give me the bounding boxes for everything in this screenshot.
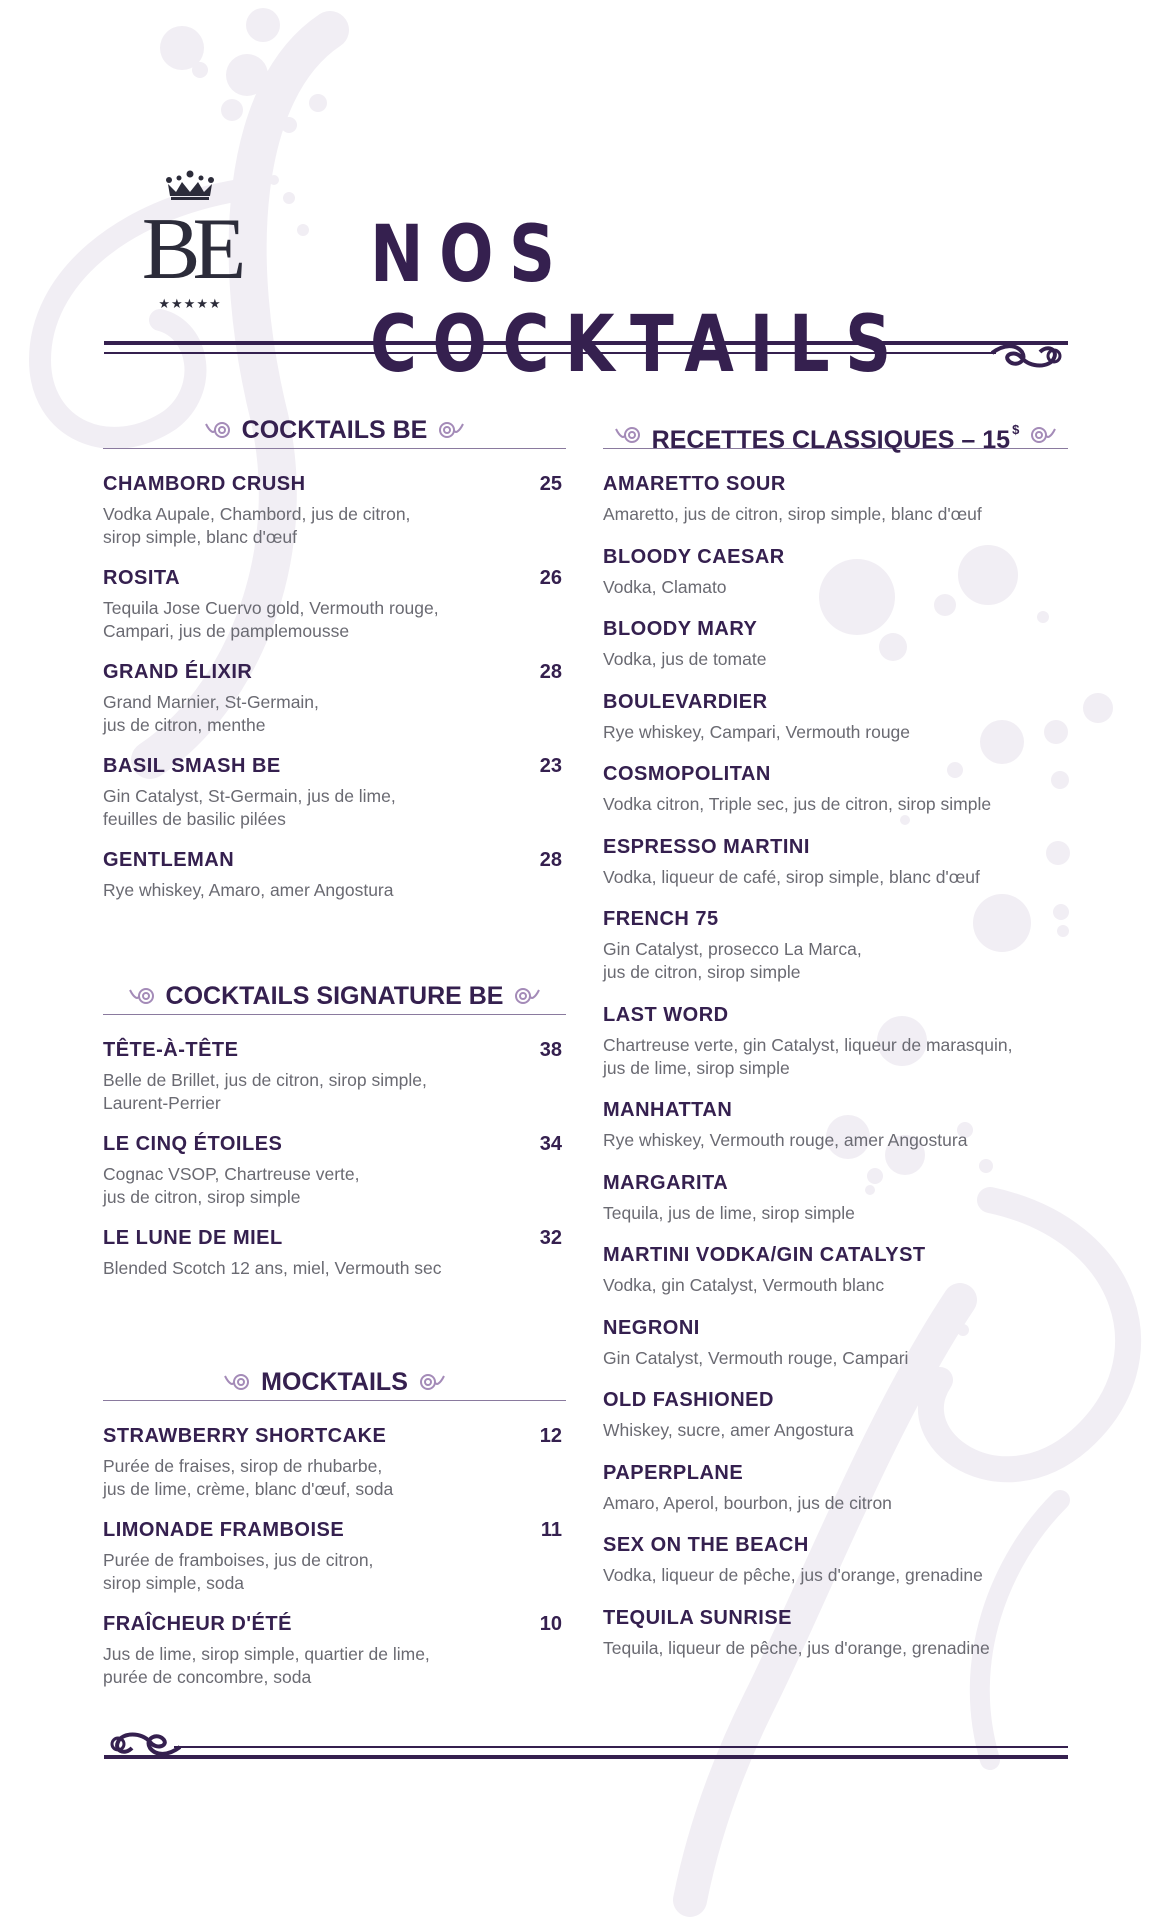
item-description: Grand Marnier, St-Germain, jus de citron, menthe <box>103 692 319 735</box>
item-price: 12 <box>539 1425 562 1447</box>
menu-item <box>603 1460 1068 1515</box>
item-price: 25 <box>539 473 562 495</box>
item-description: Jus de lime, sirop simple, quartier de lime, purée de concombre, soda <box>103 1644 430 1687</box>
item-description: Blended Scotch 12 ans, miel, Vermouth sec <box>103 1258 442 1278</box>
item-name: MANHATTAN <box>603 1099 733 1121</box>
right-column <box>603 412 1068 1677</box>
item-price: 32 <box>539 1227 562 1249</box>
item-description: Tequila Jose Cuervo gold, Vermouth rouge, Campari, jus de pamplemousse <box>103 598 439 641</box>
menu-item <box>603 1097 1068 1152</box>
menu-item <box>603 906 1068 984</box>
menu-list-mocktails <box>103 1423 566 1689</box>
swirl-ornament-icon <box>511 986 541 1006</box>
page-title: NOS COCKTAILS <box>370 210 907 390</box>
item-name: BASIL SMASH BE <box>103 755 281 777</box>
menu-item <box>103 565 566 643</box>
item-name: MARTINI VODKA/GIN CATALYST <box>603 1244 926 1266</box>
item-price: 11 <box>540 1519 562 1541</box>
item-description: Vodka, liqueur de café, sirop simple, blanc d'œuf <box>603 866 980 887</box>
section-header-signature <box>103 978 566 1015</box>
item-description: Rye whiskey, Campari, Vermouth rouge <box>603 721 911 742</box>
item-description: Vodka, liqueur de pêche, jus d'orange, grenadine <box>603 1565 983 1585</box>
item-description: Vodka, Clamato <box>603 576 727 597</box>
item-price: 28 <box>539 849 562 871</box>
menu-list-signature <box>103 1037 566 1280</box>
item-name: ROSITA <box>103 567 181 589</box>
item-name: PAPERPLANE <box>603 1461 744 1484</box>
item-name: SEX ON THE BEACH <box>603 1534 809 1556</box>
item-price: 23 <box>539 755 562 777</box>
menu-item <box>603 1315 1068 1370</box>
section-title: MOCKTAILS <box>261 1368 408 1396</box>
item-description: Tequila, jus de lime, sirop simple <box>603 1202 855 1223</box>
item-description: Vodka Aupale, Chambord, jus de citron, sirop simple, blanc d'œuf <box>103 504 411 547</box>
swirl-ornament-icon <box>223 1372 253 1392</box>
menu-item <box>603 616 1068 671</box>
section-header-mocktails <box>103 1364 566 1401</box>
item-price: 28 <box>539 661 562 683</box>
item-price: 38 <box>539 1039 562 1061</box>
item-name: COSMOPOLITAN <box>603 763 771 785</box>
brand-stars: ★★★★★ <box>158 296 222 311</box>
item-price: 26 <box>539 567 562 589</box>
swirl-ornament-icon <box>1027 425 1057 445</box>
menu-item <box>603 1605 1068 1660</box>
swirl-ornament-icon <box>614 425 644 445</box>
item-name: STRAWBERRY SHORTCAKE <box>103 1425 387 1447</box>
menu-item <box>603 1387 1068 1442</box>
bottom-divider <box>104 1722 1068 1762</box>
item-description: Rye whiskey, Vermouth rouge, amer Angostura <box>603 1130 968 1150</box>
section-title: COCKTAILS SIGNATURE BE <box>165 982 504 1010</box>
menu-item <box>603 689 1068 744</box>
item-name: FRAÎCHEUR D'ÉTÉ <box>103 1613 292 1635</box>
swirl-ornament-icon <box>416 1372 446 1392</box>
item-description: Purée de framboises, jus de citron, sirop simple, soda <box>103 1550 374 1593</box>
swirl-ornament-icon <box>128 986 158 1006</box>
item-name: OLD FASHIONED <box>603 1389 774 1411</box>
menu-item <box>603 761 1068 816</box>
item-name: FRENCH 75 <box>603 908 719 930</box>
swirl-ornament-icon <box>435 420 465 440</box>
item-description: Gin Catalyst, St-Germain, jus de lime, feuilles de basilic pilées <box>103 786 396 829</box>
brand-logo <box>130 170 250 330</box>
item-name: TEQUILA SUNRISE <box>603 1606 792 1629</box>
item-name: LIMONADE FRAMBOISE <box>103 1519 345 1541</box>
item-name: BLOODY MARY <box>603 618 758 640</box>
item-description: Purée de fraises, sirop de rhubarbe, jus de lime, crème, blanc d'œuf, soda <box>103 1456 394 1499</box>
item-name: CHAMBORD CRUSH <box>103 473 306 495</box>
item-name: GRAND ÉLIXIR <box>103 661 253 683</box>
menu-item <box>103 1517 566 1595</box>
menu-list-classiques <box>603 471 1068 1660</box>
section-title: COCKTAILS BE <box>241 416 428 444</box>
item-name: BOULEVARDIER <box>603 690 768 713</box>
item-name: LE CINQ ÉTOILES <box>103 1133 283 1155</box>
currency-symbol: $ <box>1012 422 1020 437</box>
section-header-classiques <box>603 412 1068 454</box>
item-description: Vodka, gin Catalyst, Vermouth blanc <box>603 1275 885 1295</box>
menu-item <box>103 1037 566 1115</box>
menu-item <box>103 471 566 549</box>
crown-icon <box>164 170 216 200</box>
item-description: Gin Catalyst, Vermouth rouge, Campari <box>603 1347 909 1368</box>
item-description: Cognac VSOP, Chartreuse verte, jus de citron, sirop simple <box>103 1164 360 1207</box>
menu-item <box>603 1532 1068 1587</box>
menu-item <box>103 659 566 737</box>
item-description: Rye whiskey, Amaro, amer Angostura <box>103 880 394 900</box>
menu-item <box>103 1611 566 1689</box>
left-column <box>103 412 566 1705</box>
item-description: Vodka citron, Triple sec, jus de citron, sirop simple <box>603 794 992 814</box>
item-name: BLOODY CAESAR <box>603 545 785 568</box>
swirl-ornament-icon <box>204 420 234 440</box>
menu-item <box>103 1423 566 1501</box>
menu-list-cocktails-be <box>103 471 566 902</box>
item-description: Belle de Brillet, jus de citron, sirop simple, Laurent-Perrier <box>103 1070 427 1113</box>
top-divider <box>104 340 1068 380</box>
menu-item <box>603 471 1068 526</box>
item-name: AMARETTO SOUR <box>603 473 786 495</box>
item-price: 34 <box>539 1133 562 1155</box>
item-name: MARGARITA <box>603 1171 729 1194</box>
item-description: Tequila, liqueur de pêche, jus d'orange, grenadine <box>603 1637 990 1658</box>
menu-item <box>603 1002 1068 1080</box>
item-description: Amaro, Aperol, bourbon, jus de citron <box>603 1492 892 1513</box>
item-description: Vodka, jus de tomate <box>603 649 767 669</box>
item-name: ESPRESSO MARTINI <box>603 835 810 858</box>
item-description: Gin Catalyst, prosecco La Marca, jus de citron, sirop simple <box>603 939 862 982</box>
section-title: RECETTES CLASSIQUES – 15 <box>651 426 1011 454</box>
menu-item <box>603 1242 1068 1297</box>
item-name: LE LUNE DE MIEL <box>103 1227 283 1249</box>
menu-item <box>603 544 1068 599</box>
item-description: Amaretto, jus de citron, sirop simple, blanc d'œuf <box>603 504 982 524</box>
item-name: NEGRONI <box>603 1316 700 1339</box>
brand-name: BE <box>141 201 239 298</box>
item-description: Chartreuse verte, gin Catalyst, liqueur de marasquin, jus de lime, sirop simple <box>603 1034 1013 1078</box>
menu-item <box>103 1225 566 1280</box>
menu-item <box>603 1170 1068 1225</box>
item-name: TÊTE-À-TÊTE <box>103 1039 239 1061</box>
item-price: 10 <box>539 1613 562 1635</box>
item-name: GENTLEMAN <box>103 849 235 871</box>
section-header-cocktails-be <box>103 412 566 449</box>
item-name: LAST WORD <box>603 1003 729 1026</box>
menu-item <box>103 753 566 831</box>
menu-item <box>103 1131 566 1209</box>
menu-item <box>603 834 1068 889</box>
item-description: Whiskey, sucre, amer Angostura <box>603 1420 854 1440</box>
menu-item <box>103 847 566 902</box>
